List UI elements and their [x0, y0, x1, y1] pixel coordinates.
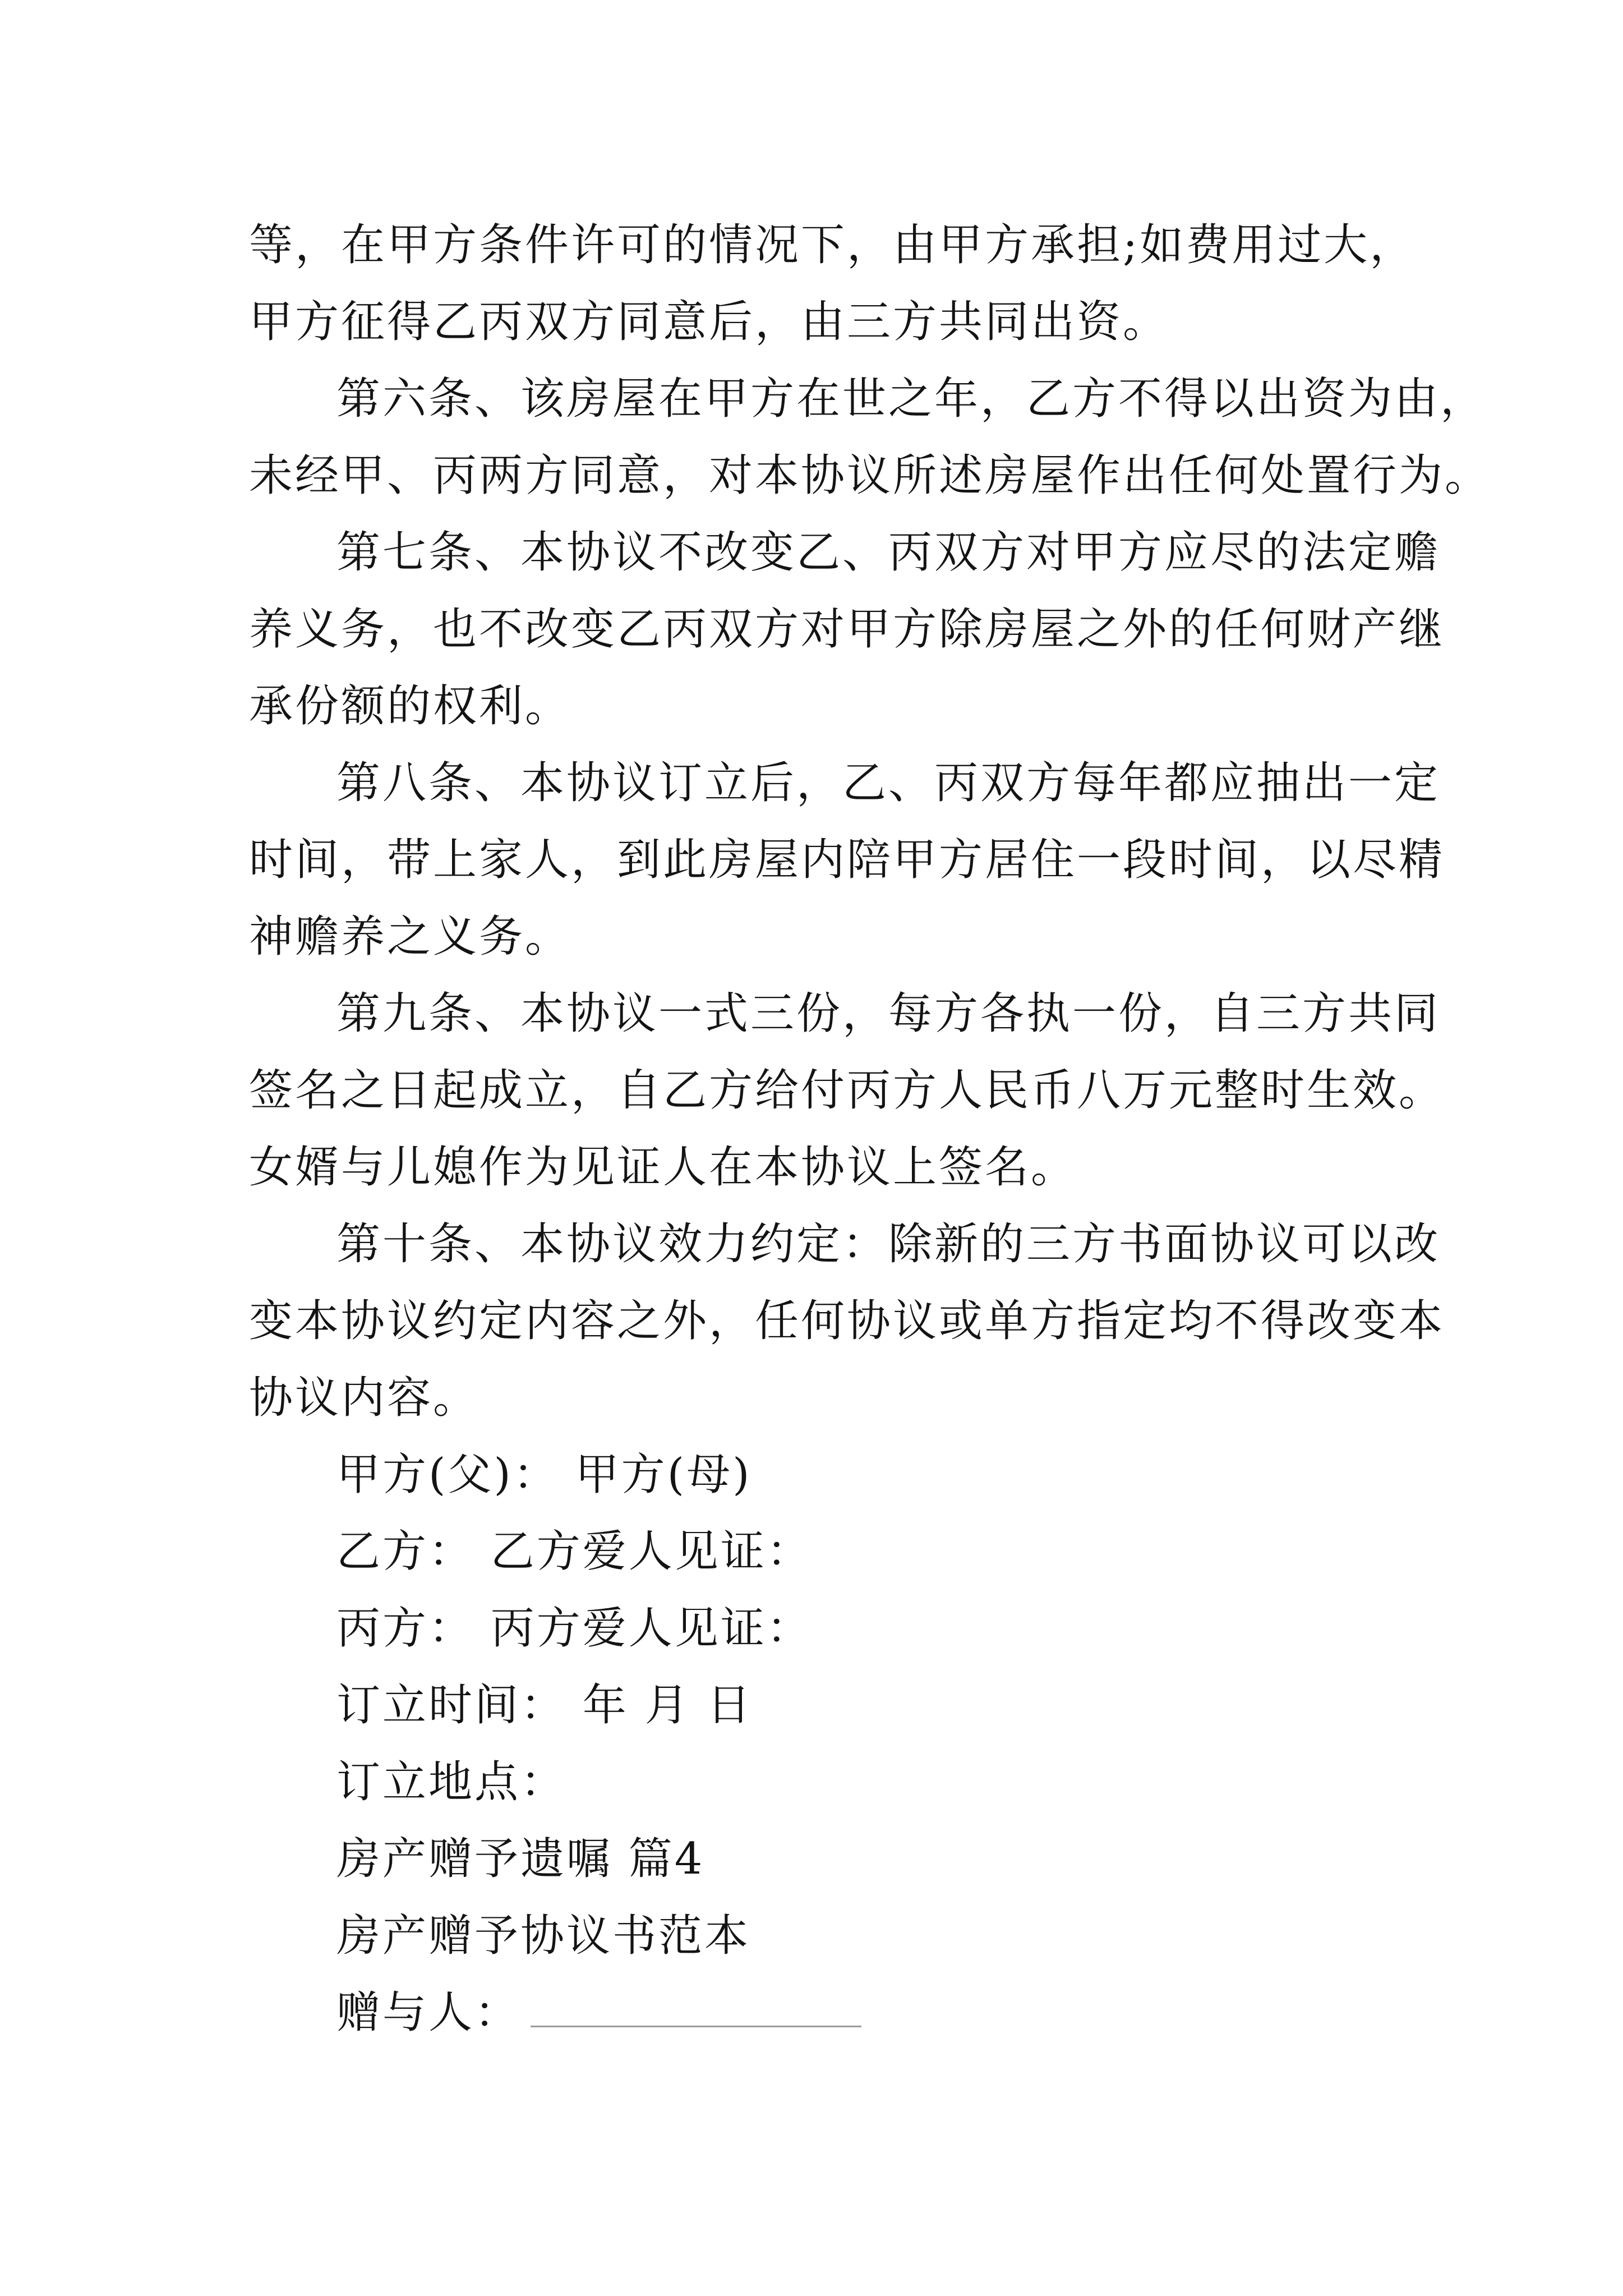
article-9-line-3: 女婿与儿媳作为见证人在本协议上签名。: [249, 1142, 1077, 1193]
article-7-line-1: 第七条、本协议不改变乙、丙双方对甲方应尽的法定赡: [336, 527, 1441, 578]
paragraph-5-line-2: 甲方征得乙丙双方同意后，由三方共同出资。: [249, 297, 1169, 347]
article-8-line-1: 第八条、本协议订立后，乙、丙双方每年都应抽出一定: [336, 758, 1441, 808]
article-9-line-2: 签名之日起成立，自乙方给付丙方人民币八万元整时生效。: [249, 1065, 1445, 1116]
signature-party-a: 甲方(父)： 甲方(母): [336, 1450, 752, 1500]
article-6-line-2: 未经甲、丙两方同意，对本协议所述房屋作出任何处置行为。: [249, 450, 1491, 501]
article-7-line-2: 养义务，也不改变乙丙双方对甲方除房屋之外的任何财产继: [249, 604, 1445, 655]
article-7-line-3: 承份额的权利。: [249, 681, 571, 731]
signing-place: 订立地点：: [336, 1757, 567, 1807]
article-10-line-2: 变本协议约定内容之外，任何协议或单方指定均不得改变本: [249, 1296, 1445, 1346]
article-8-line-2: 时间，带上家人，到此房屋内陪甲方居住一段时间，以尽精: [249, 835, 1445, 885]
signing-date: 订立时间： 年 月 日: [336, 1680, 753, 1731]
article-10-line-3: 协议内容。: [249, 1373, 479, 1423]
paragraph-5-line-1: 等，在甲方条件许可的情况下，由甲方承担;如费用过大，: [249, 220, 1416, 270]
article-8-line-3: 神赡养之义务。: [249, 912, 571, 962]
donor-label: 赠与人：: [336, 1987, 521, 2038]
article-10-line-1: 第十条、本协议效力约定：除新的三方书面协议可以改: [336, 1219, 1441, 1269]
donor-blank-underline: [531, 2026, 861, 2027]
document-title: 房产赠予协议书范本: [336, 1911, 751, 1961]
article-9-line-1: 第九条、本协议一式三份，每方各执一份，自三方共同: [336, 988, 1441, 1039]
signature-party-c: 丙方： 丙方爱人见证：: [336, 1603, 813, 1654]
donor-field: [336, 1987, 861, 2038]
section-heading: 房产赠予遗嘱 篇4: [336, 1834, 705, 1884]
article-6-line-1: 第六条、该房屋在甲方在世之年，乙方不得以出资为由，: [336, 374, 1487, 424]
signature-party-b: 乙方： 乙方爱人见证：: [336, 1526, 813, 1577]
